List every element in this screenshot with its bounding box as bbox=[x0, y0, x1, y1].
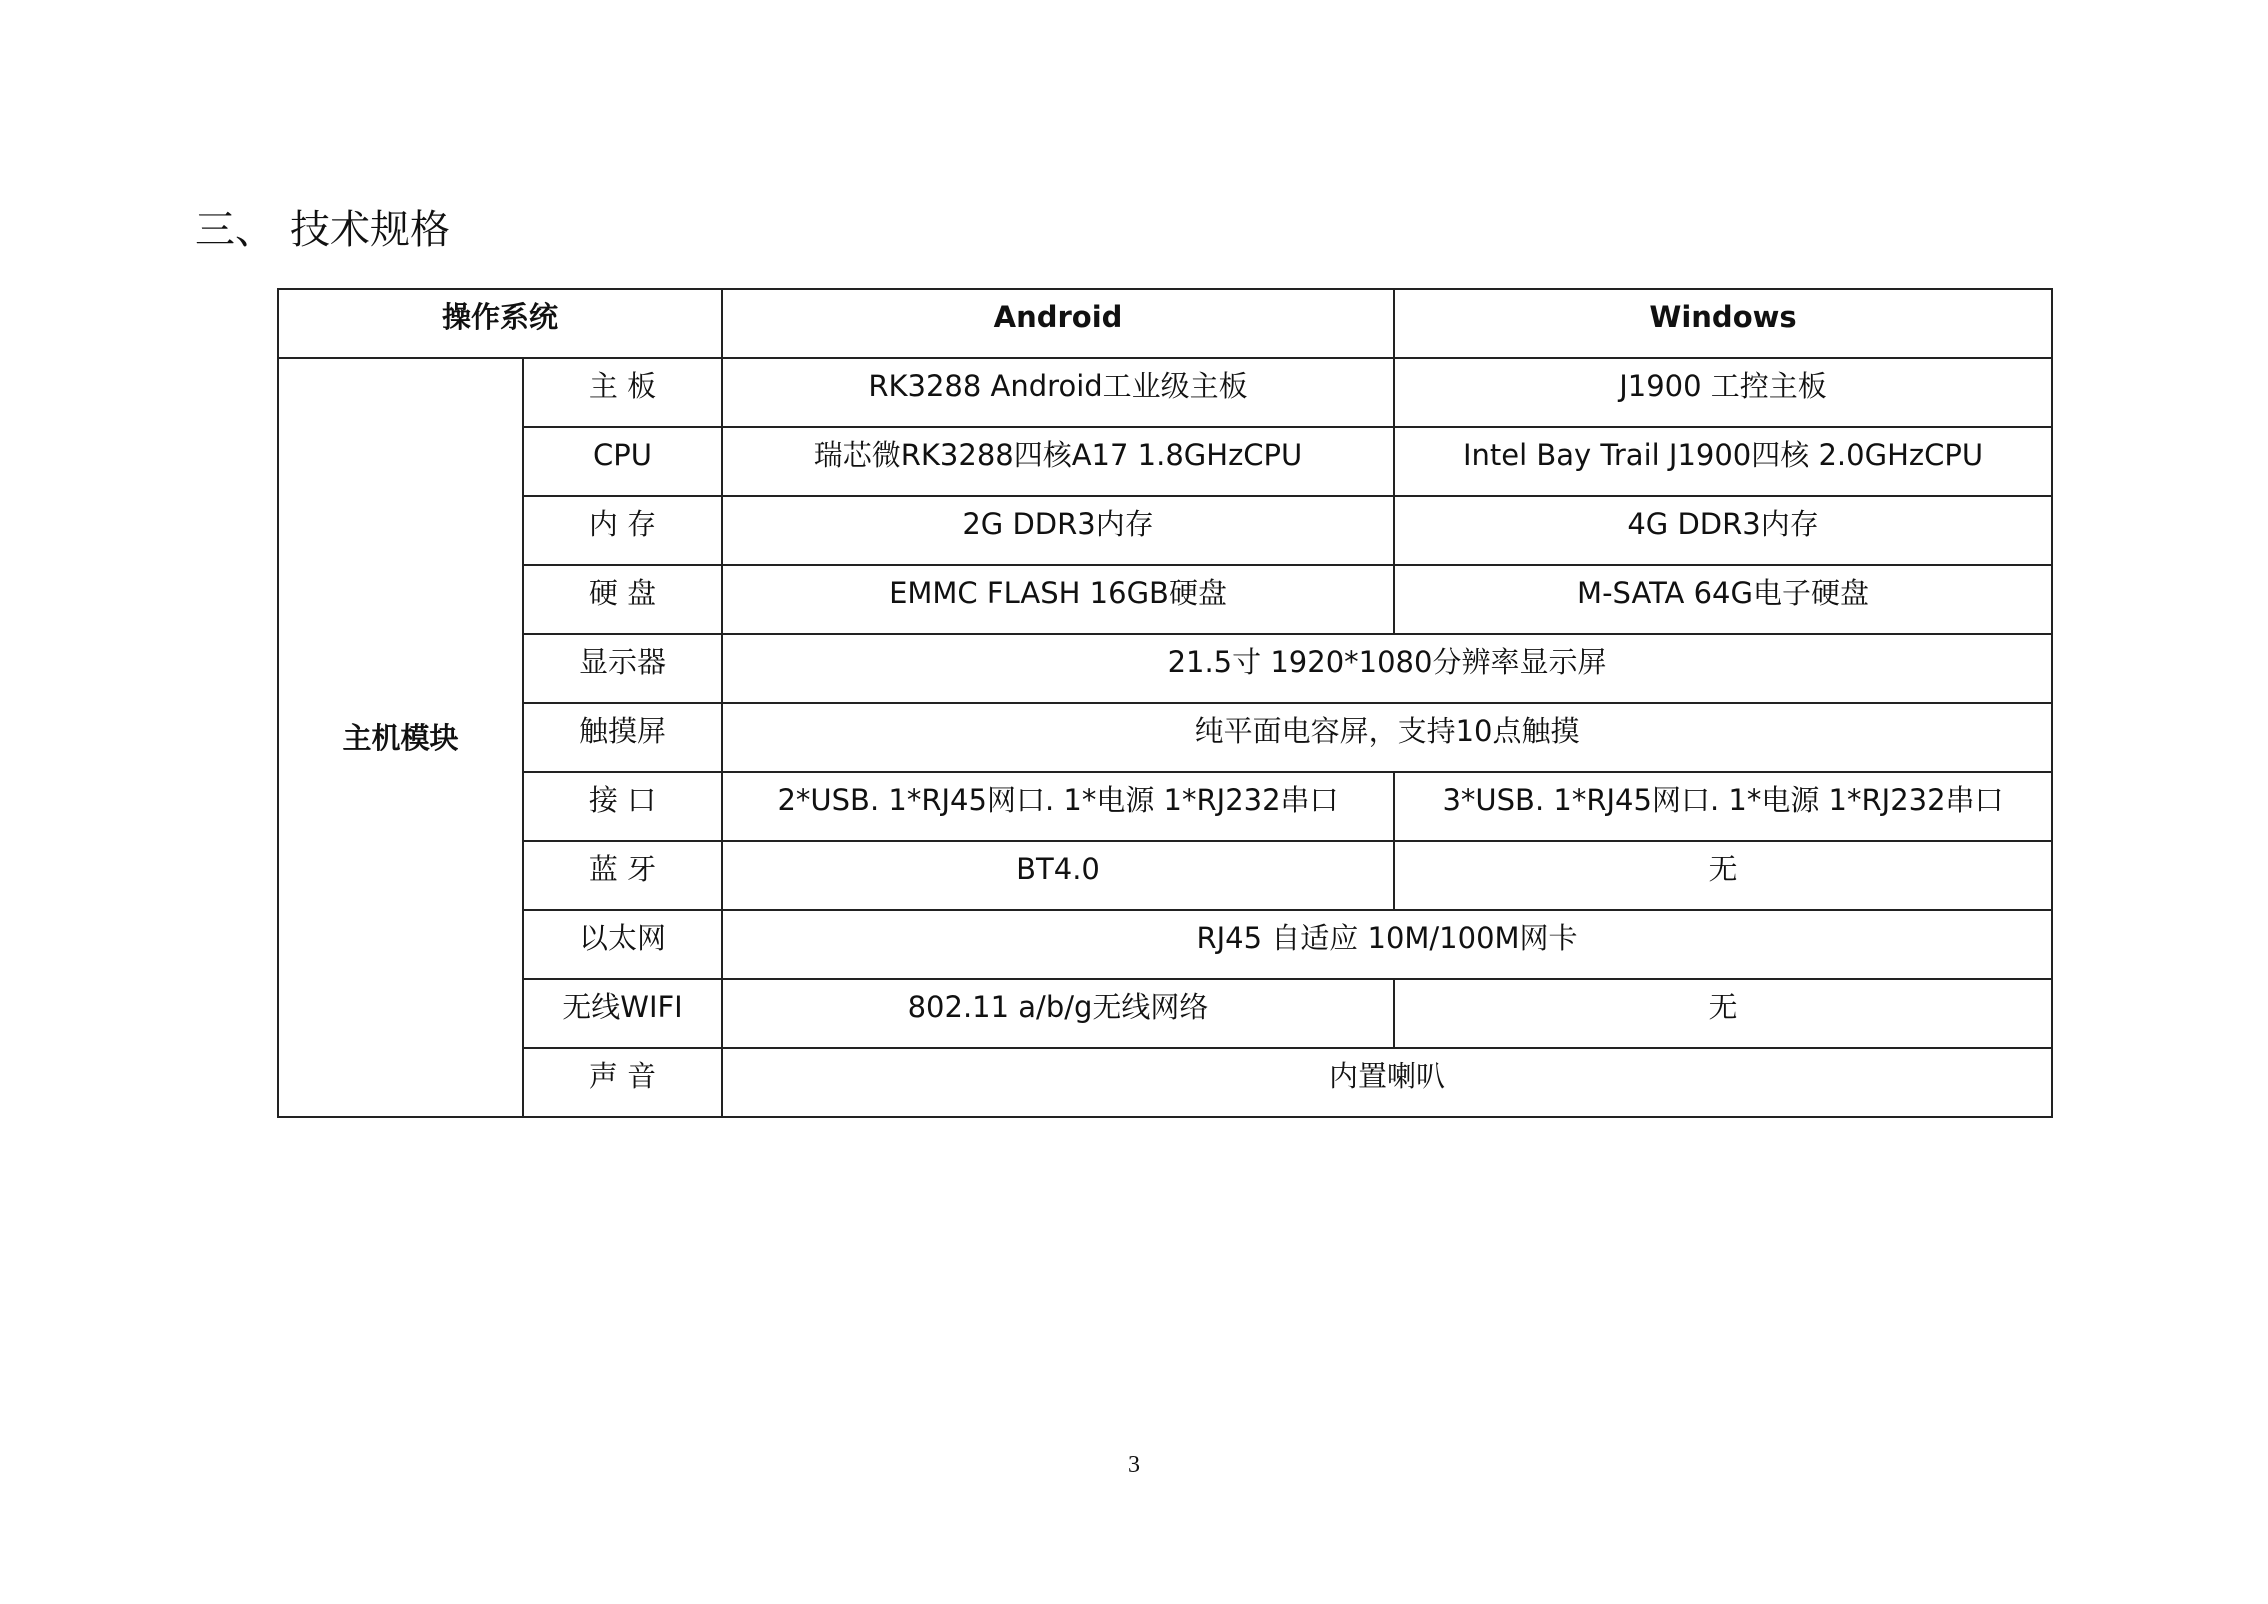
row-label: 硬 盘 bbox=[523, 565, 722, 634]
windows-value: J1900 工控主板 bbox=[1394, 358, 2052, 427]
merged-value: 21.5寸 1920*1080分辨率显示屏 bbox=[722, 634, 2052, 703]
android-value: 802.11 a/b/g无线网络 bbox=[722, 979, 1394, 1048]
row-label: 蓝 牙 bbox=[523, 841, 722, 910]
header-windows: Windows bbox=[1394, 289, 2052, 358]
android-value: BT4.0 bbox=[722, 841, 1394, 910]
table-row bbox=[278, 427, 2052, 496]
table-row bbox=[278, 565, 2052, 634]
table-row bbox=[278, 496, 2052, 565]
android-value: 2G DDR3内存 bbox=[722, 496, 1394, 565]
table-row bbox=[278, 634, 2052, 703]
row-label: 接 口 bbox=[523, 772, 722, 841]
android-value: 瑞芯微RK3288四核A17 1.8GHzCPU bbox=[722, 427, 1394, 496]
row-label: 触摸屏 bbox=[523, 703, 722, 772]
row-label: 无线WIFI bbox=[523, 979, 722, 1048]
table-row bbox=[278, 358, 2052, 427]
header-android: Android bbox=[722, 289, 1394, 358]
row-label: CPU bbox=[523, 427, 722, 496]
table-row bbox=[278, 1048, 2052, 1117]
table-row bbox=[278, 979, 2052, 1048]
windows-value: 3*USB. 1*RJ45网口. 1*电源 1*RJ232串口 bbox=[1394, 772, 2052, 841]
group-label: 主机模块 bbox=[278, 358, 523, 1117]
row-label: 声 音 bbox=[523, 1048, 722, 1117]
android-value: RK3288 Android工业级主板 bbox=[722, 358, 1394, 427]
windows-value: 无 bbox=[1394, 979, 2052, 1048]
table-row bbox=[278, 841, 2052, 910]
table-row bbox=[278, 772, 2052, 841]
row-label: 主 板 bbox=[523, 358, 722, 427]
merged-value: RJ45 自适应 10M/100M网卡 bbox=[722, 910, 2052, 979]
windows-value: Intel Bay Trail J1900四核 2.0GHzCPU bbox=[1394, 427, 2052, 496]
table-header-row bbox=[278, 289, 2052, 358]
page-number: 3 bbox=[1128, 1452, 1140, 1478]
merged-value: 纯平面电容屏，支持10点触摸 bbox=[722, 703, 2052, 772]
merged-value: 内置喇叭 bbox=[722, 1048, 2052, 1117]
windows-value: 4G DDR3内存 bbox=[1394, 496, 2052, 565]
table-row bbox=[278, 910, 2052, 979]
section-heading bbox=[195, 200, 450, 260]
table-row bbox=[278, 703, 2052, 772]
header-os: 操作系统 bbox=[278, 289, 722, 358]
row-label: 内 存 bbox=[523, 496, 722, 565]
row-label: 以太网 bbox=[523, 910, 722, 979]
spec-table bbox=[277, 288, 2053, 1118]
android-value: EMMC FLASH 16GB硬盘 bbox=[722, 565, 1394, 634]
section-title: 技术规格 bbox=[290, 207, 450, 253]
android-value: 2*USB. 1*RJ45网口. 1*电源 1*RJ232串口 bbox=[722, 772, 1394, 841]
windows-value: 无 bbox=[1394, 841, 2052, 910]
row-label: 显示器 bbox=[523, 634, 722, 703]
windows-value: M-SATA 64G电子硬盘 bbox=[1394, 565, 2052, 634]
section-number: 三、 bbox=[195, 207, 275, 253]
